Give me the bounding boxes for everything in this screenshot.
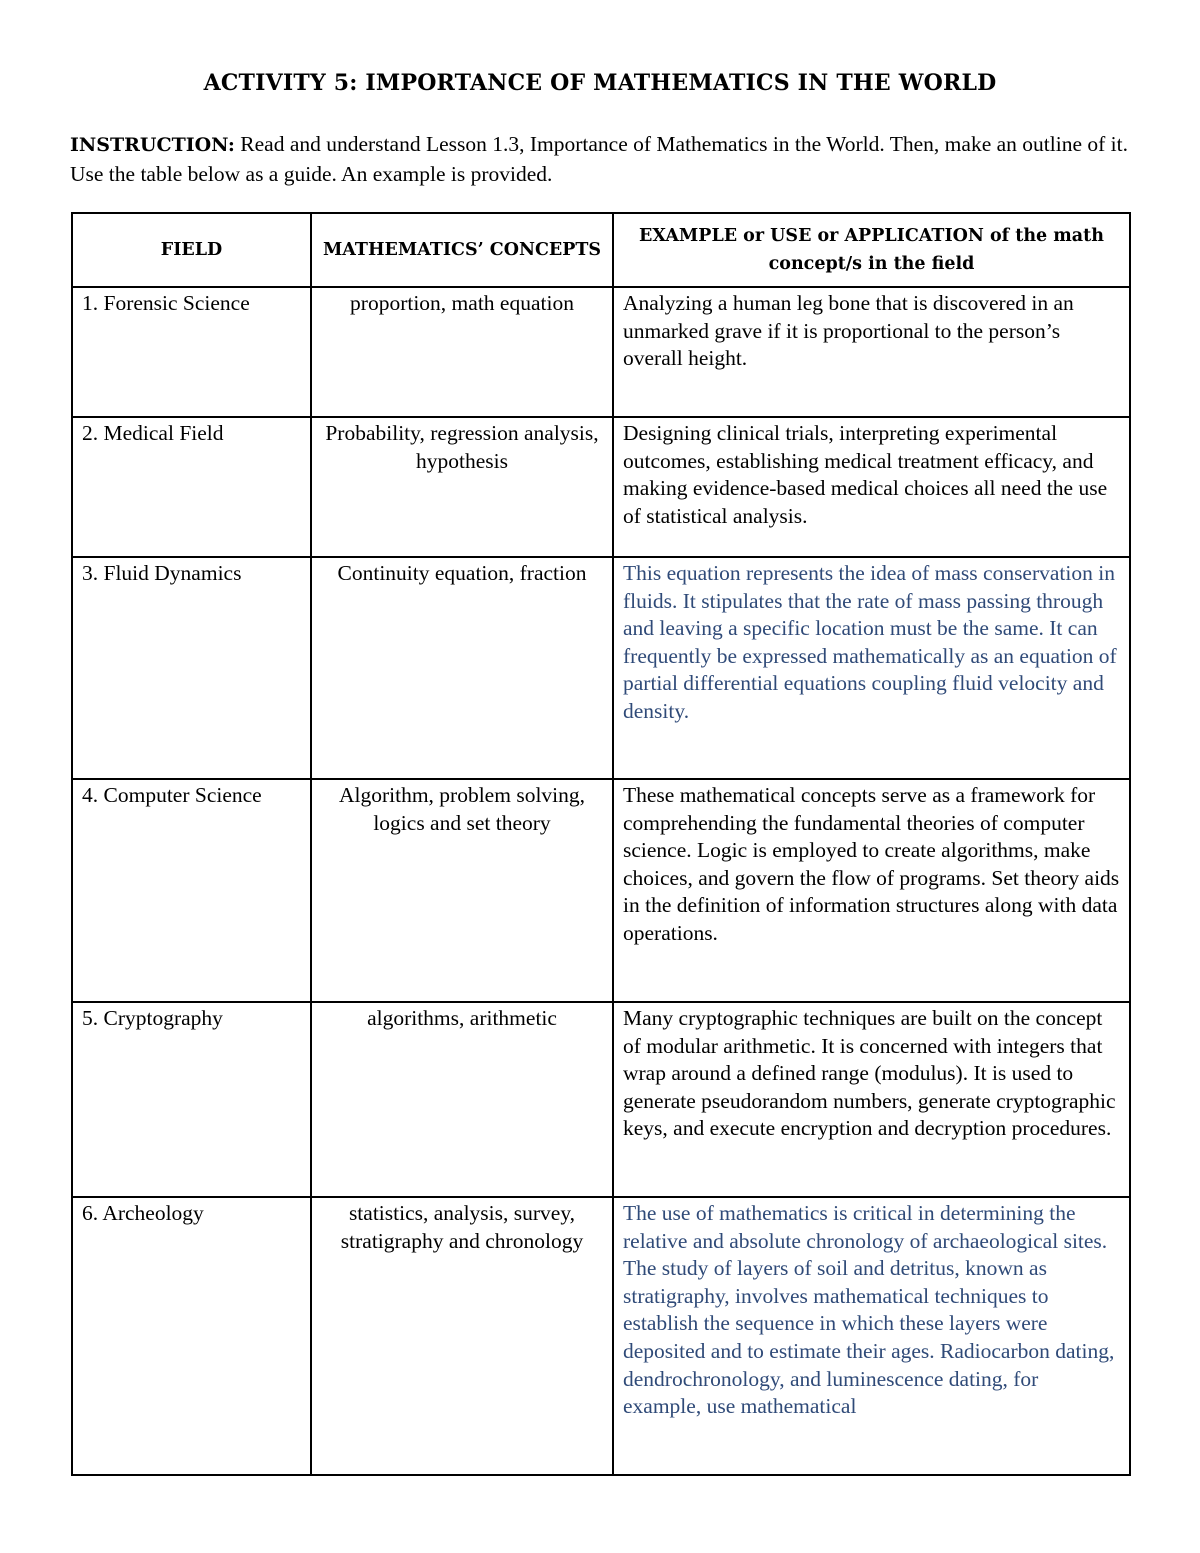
page-title: ACTIVITY 5: IMPORTANCE OF MATHEMATICS IN THE WORLD bbox=[203, 70, 997, 96]
example-cell: These mathematical concepts serve as a framework for comprehending the fundamental theories of computer science. Logic is employed to create algorithms, make choices, and govern the flow of programs. Set theory aids in the definition of information structures along with data operations. bbox=[613, 779, 1130, 1002]
field-cell: 5. Cryptography bbox=[72, 1002, 311, 1197]
table-row bbox=[72, 1197, 1130, 1475]
example-cell: Designing clinical trials, interpreting experimental outcomes, establishing medical treatment efficacy, and making evidence-based medical choices all need the use of statistical analysis. bbox=[613, 417, 1130, 557]
field-cell: 1. Forensic Science bbox=[72, 287, 311, 417]
concepts-cell: Algorithm, problem solving, logics and set theory bbox=[311, 779, 613, 1002]
header-field: FIELD bbox=[72, 213, 311, 287]
header-concepts: MATHEMATICS’ CONCEPTS bbox=[311, 213, 613, 287]
field-cell: 4. Computer Science bbox=[72, 779, 311, 1002]
field-cell: 3. Fluid Dynamics bbox=[72, 557, 311, 779]
table-row bbox=[72, 557, 1130, 779]
table-row bbox=[72, 779, 1130, 1002]
concepts-cell: statistics, analysis, survey, stratigraphy and chronology bbox=[311, 1197, 613, 1475]
instruction-label: INSTRUCTION: bbox=[70, 134, 235, 156]
concepts-cell: algorithms, arithmetic bbox=[311, 1002, 613, 1197]
field-cell: 6. Archeology bbox=[72, 1197, 311, 1475]
concepts-cell: proportion, math equation bbox=[311, 287, 613, 417]
instruction bbox=[70, 130, 1140, 189]
example-cell: The use of mathematics is critical in determining the relative and absolute chronology of archaeological sites. The study of layers of soil and detritus, known as stratigraphy, involves mathematical techniques to establish the sequence in which these layers were deposited and to estimate their ages. Radiocarbon dating, dendrochronology, and luminescence dating, for example, use mathematical bbox=[613, 1197, 1130, 1475]
concepts-cell: Continuity equation, fraction bbox=[311, 557, 613, 779]
header-example: EXAMPLE or USE or APPLICATION of the math concept/s in the field bbox=[613, 213, 1130, 287]
table-row bbox=[72, 1002, 1130, 1197]
field-cell: 2. Medical Field bbox=[72, 417, 311, 557]
instruction-text: Read and understand Lesson 1.3, Importance of Mathematics in the World. Then, make an outline of it. Use the table below as a guide. An example is provided. bbox=[70, 132, 1128, 186]
table-header-row bbox=[72, 213, 1130, 287]
table-row bbox=[72, 287, 1130, 417]
example-cell: Many cryptographic techniques are built on the concept of modular arithmetic. It is concerned with integers that wrap around a defined range (modulus). It is used to generate pseudorandom numbers, generate cryptographic keys, and execute encryption and decryption procedures. bbox=[613, 1002, 1130, 1197]
example-cell: This equation represents the idea of mass conservation in fluids. It stipulates that the rate of mass passing through and leaving a specific location must be the same. It can frequently be expressed mathematically as an equation of partial differential equations coupling fluid velocity and density. bbox=[613, 557, 1130, 779]
concepts-cell: Probability, regression analysis, hypothesis bbox=[311, 417, 613, 557]
example-cell: Analyzing a human leg bone that is discovered in an unmarked grave if it is proportional to the person’s overall height. bbox=[613, 287, 1130, 417]
outline-table bbox=[71, 212, 1131, 1476]
table-row bbox=[72, 417, 1130, 557]
